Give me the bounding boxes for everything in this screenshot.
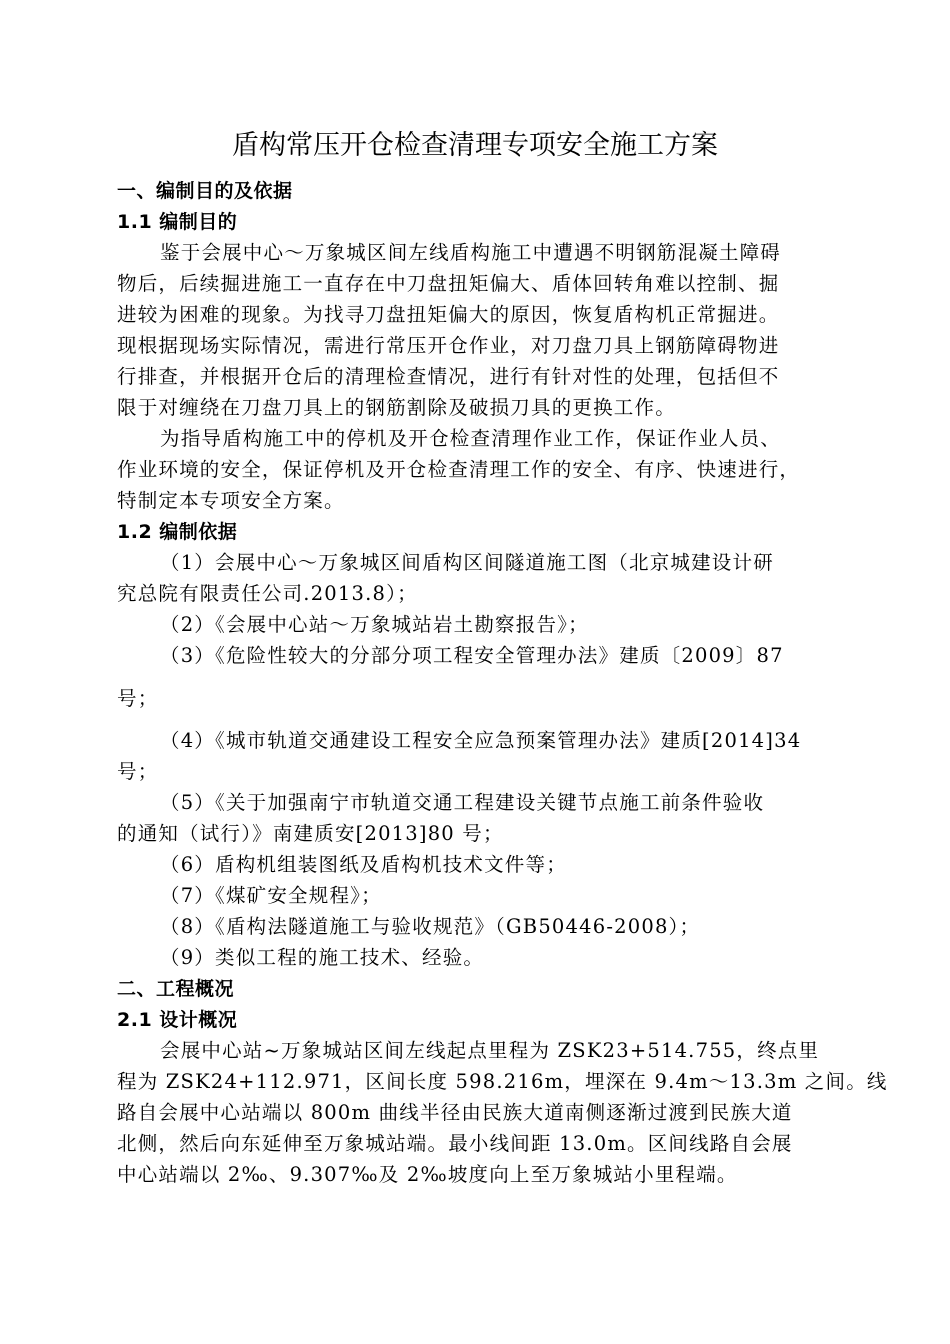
paragraph-line: 路自会展中心站端以 800m 曲线半径由民族大道南侧逐渐过渡到民族大道 <box>117 1101 793 1124</box>
paragraph-line: 会展中心站~万象城站区间左线起点里程为 ZSK23+514.755，终点里 <box>160 1039 820 1062</box>
list-item: 究总院有限责任公司.2013.8）； <box>117 582 418 605</box>
paragraph-line: 限于对缠绕在刀盘刀具上的钢筋割除及破损刀具的更换工作。 <box>117 396 676 419</box>
section-1-heading: 一、编制目的及依据 <box>117 180 293 202</box>
paragraph-line: 为指导盾构施工中的停机及开仓检查清理作业工作，保证作业人员、 <box>160 427 782 450</box>
list-item: （1）会展中心～万象城区间盾构区间隧道施工图（北京城建设计研 <box>160 551 774 574</box>
list-item: （7）《煤矿安全规程》； <box>160 884 382 907</box>
paragraph-line: 特制定本专项安全方案。 <box>117 489 345 512</box>
paragraph-line: 作业环境的安全，保证停机及开仓检查清理工作的安全、有序、快速进行， <box>117 458 801 481</box>
document-title: 盾构常压开仓检查清理专项安全施工方案 <box>232 130 718 161</box>
list-item: （4）《城市轨道交通建设工程安全应急预案管理办法》建质[2014]34 <box>160 729 802 752</box>
section-2-1-heading: 2.1 设计概况 <box>117 1009 238 1031</box>
paragraph-line: 中心站端以 2‰、9.307‰及 2‰坡度向上至万象城站小里程端。 <box>117 1163 738 1186</box>
list-item: 号； <box>117 687 159 710</box>
paragraph-line: 程为 ZSK24+112.971，区间长度 598.216m，埋深在 9.4m～13.3m 之间。线 <box>117 1070 888 1093</box>
paragraph-line: 进较为困难的现象。为找寻刀盘扭矩偏大的原因，恢复盾构机正常掘进。 <box>117 303 780 326</box>
section-1-2-heading: 1.2 编制依据 <box>117 521 238 543</box>
paragraph-line: 鉴于会展中心～万象城区间左线盾构施工中遭遇不明钢筋混凝土障碍 <box>160 241 782 264</box>
list-item: 号； <box>117 760 159 783</box>
list-item: （8）《盾构法隧道施工与验收规范》（GB50446-2008）； <box>160 915 701 938</box>
paragraph-line: 现根据现场实际情况，需进行常压开仓作业，对刀盘刀具上钢筋障碍物进 <box>117 334 780 357</box>
paragraph-line: 行排查，并根据开仓后的清理检查情况，进行有针对性的处理，包括但不 <box>117 365 780 388</box>
section-1-1-heading: 1.1 编制目的 <box>117 211 238 233</box>
list-item: （2）《会展中心站～万象城站岩土勘察报告》； <box>160 613 589 636</box>
list-item: （6）盾构机组装图纸及盾构机技术文件等； <box>160 853 567 876</box>
list-item: 的通知（试行）》南建质安[2013]80 号； <box>117 822 504 845</box>
list-item: （3）《危险性较大的分部分项工程安全管理办法》建质〔2009〕87 <box>160 644 784 667</box>
paragraph-line: 北侧，然后向东延伸至万象城站端。最小线间距 13.0m。区间线路自会展 <box>117 1132 793 1155</box>
paragraph-line: 物后，后续掘进施工一直存在中刀盘扭矩偏大、盾体回转角难以控制、掘 <box>117 272 780 295</box>
list-item: （9）类似工程的施工技术、经验。 <box>160 946 485 969</box>
list-item: （5）《关于加强南宁市轨道交通工程建设关键节点施工前条件验收 <box>160 791 765 814</box>
section-2-heading: 二、工程概况 <box>117 978 235 1000</box>
